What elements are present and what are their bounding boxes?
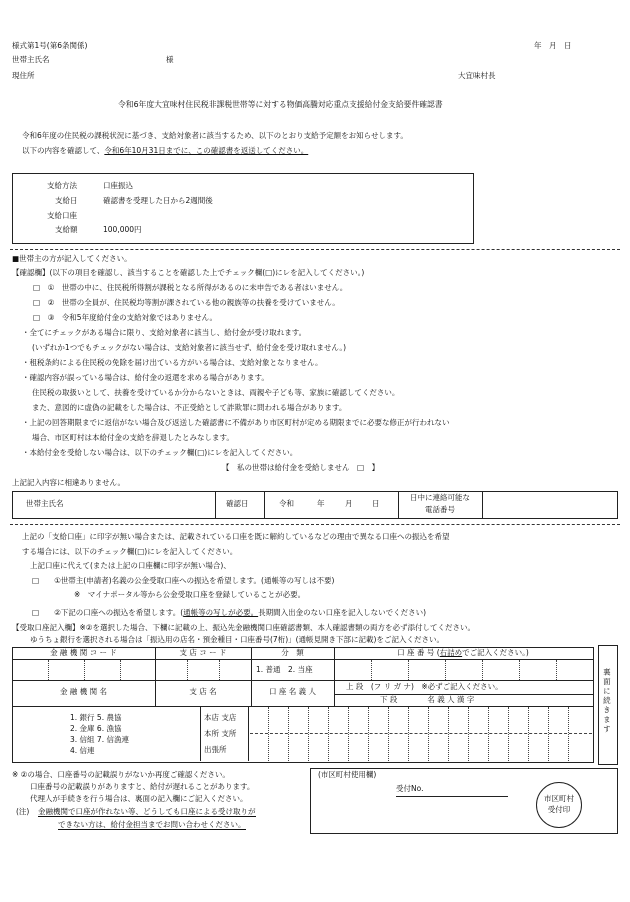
note-5: 住民税の取扱いとして、扶養を受けているか分からないときは、両親や子ども等、家族に確認してください。 [32,388,400,397]
bank-type-3[interactable]: 3. 信組 7. 信漁連 [70,735,129,744]
branch-type-1[interactable]: 本店 支店 [204,713,237,722]
account-option-1[interactable]: □ ①世帯主(申請者)名義の公金受取口座への振込を希望します。(通帳等の写しは不要) [32,576,335,585]
address-label: 現住所 [12,71,35,80]
note-2: (いずれか1つでもチェックがない場合は、支給対象者に該当せず、給付金を受け取れません。) [32,343,346,352]
digit-sep [519,660,520,680]
branch-name-header: 支 店 名 [189,687,217,696]
account-type-options[interactable]: 1. 普通 2. 当座 [256,665,313,674]
account-option-2-underline: 通帳等の写しが必要。 [183,608,259,617]
receipt-underline [396,796,508,797]
account-number-header-pre: 口 座 番 号 ( [397,648,440,657]
holder-grid [448,707,449,761]
continue-on-back: 裏面に続きます [602,668,612,735]
holder-upper-label: 上 段 (フ リ ガ ナ) ※必ずご記入ください。 [346,682,503,691]
holder-grid [528,707,529,761]
confirm-heading: 【確認欄】(以下の項目を確認し、該当することを確認した上でチェック欄(□)にレを記入してください。) [12,268,365,277]
account-option-2-post: 長期間入出金のない口座を記入しないでください) [258,608,427,617]
holder-grid [548,707,549,761]
receipt-number-label: 受付No. [396,784,424,793]
account-option-2-pre: □ ②下記の口座への振込を希望します。( [32,608,184,617]
bank-type-1[interactable]: 1. 銀行 5. 農協 [70,713,122,722]
intro-line-2 [22,146,308,155]
holder-grid [508,707,509,761]
section-divider-mid [10,524,620,525]
sama-label: 様 [166,55,174,64]
payment-account-label: 支給口座 [47,211,77,220]
note-8: 場合、市区町村は本給付金の支給を辞退したとみなします。 [32,433,234,442]
branch-type-3[interactable]: 出張所 [204,745,227,754]
account-option-2[interactable] [32,608,426,617]
payment-method-value: 口座振込 [103,181,133,190]
holder-header: 口 座 名 義 人 [268,687,317,696]
digit-sep [482,660,483,680]
confirm-item-1[interactable]: □ ① 世帯の中に、住民税所得割が課税となる所得があるのに未申告である者はいません。 [33,283,348,292]
account-para-3: 上記口座に代えて(または上記の口座欄に印字が無い場合)、 [30,561,231,570]
digit-sep [48,660,49,680]
holder-grid [308,707,309,761]
footer-note-4-prefix: (注) [16,807,30,816]
confirm-item-3[interactable]: □ ③ 令和5年度給付金の支給対象ではありません。 [33,313,218,322]
holder-grid [268,707,269,761]
sign-era[interactable]: 令和 [279,499,294,508]
sign-day[interactable]: 日 [372,499,380,508]
account-number-header-post: でご記入ください。) [462,648,529,657]
account-option-1-note: ※ マイナポータル等から公金受取口座を登録していることが必要。 [74,590,306,599]
note-1: ・全てにチェックがある場合に限り、支給対象者に該当し、給付金が受け取れます。 [22,328,307,337]
payment-method-label: 支給方法 [47,181,77,190]
confirm-item-2[interactable]: □ ② 世帯の全員が、住民税均等割が課されている他の親族等の扶養を受けていません。 [33,298,340,307]
stamp-text-1: 市区町村 [544,794,574,803]
bank-type-2[interactable]: 2. 金庫 6. 漁協 [70,724,122,733]
office-use-label: (市区町村使用欄) [318,770,377,779]
note-4: ・確認内容が誤っている場合は、給付金の返還を求める場合があります。 [22,373,269,382]
sign-name-label: 世帯主氏名 [26,499,64,508]
holder-grid [428,707,429,761]
issuer-name: 大宜味村長 [458,71,496,80]
deadline-text: 令和6年10月31日までに、この確認書を返送してください。 [104,146,309,155]
note-9: ・本給付金を受給しない場合は、以下のチェック欄(□)にレを記入してください。 [22,448,298,457]
holder-lower-label: 下 段 名 義 人 漢 字 [380,695,475,704]
intro-line-2-pre: 以下の内容を確認して、 [22,146,105,155]
sign-divider-2 [264,491,265,518]
digit-sep [408,660,409,680]
table-vline-4 [200,706,201,761]
section-heading: ■世帯主の方が記入してください。 [12,254,132,263]
holder-grid [388,707,389,761]
section-divider-top [10,249,620,250]
bank-type-4[interactable]: 4. 信連 [70,746,95,755]
payment-info-box [12,173,474,244]
document-title: 令和6年度大宜味村住民税非課税世帯等に対する物価高騰対応重点支援給付金支給要件確認書 [118,100,443,109]
bank-name-header: 金 融 機 関 名 [59,687,108,696]
sign-divider-1 [215,491,216,518]
holder-grid [288,707,289,761]
holder-grid [488,707,489,761]
note-7: ・上記の回答期限までに返信がない場合及び返送した確認書に不備があり市区町村が定める期限までに必要な修正が行われない [22,418,450,427]
head-name-label: 世帯主氏名 [12,55,50,64]
holder-grid [468,707,469,761]
digit-sep [84,660,85,680]
account-number-header-underline: 右詰め [439,648,463,657]
receive-account-heading: 【受取口座記入欄】※②を選択した場合、下欄に記載の上、振込先金融機関口座確認書類、本人確認書類の両方を必ず添付してください。 [12,623,476,632]
digit-sep [556,660,557,680]
table-hline-2 [12,680,593,681]
footer-note-4: 金融機関で口座が作れない等、どうしても口座による受け取りが [38,807,256,816]
sign-divider-4 [482,491,483,518]
payment-date-label: 支給日 [55,196,78,205]
holder-grid [408,707,409,761]
payment-amount-value: 100,000円 [103,225,142,234]
holder-grid [328,707,329,761]
digit-sep [120,660,121,680]
date-label: 年 月 日 [534,41,572,50]
note-6: また、意図的に虚偽の記載をした場合は、不正受給として詐欺罪に問われる場合があります。 [32,403,347,412]
sign-year[interactable]: 年 [317,499,325,508]
table-vline-5 [248,706,249,761]
payment-date-value: 確認書を受理した日から2週間後 [103,196,213,205]
sign-month[interactable]: 月 [345,499,353,508]
note-3: ・租税条約による住民税の免除を届け出ている方がいる場合は、支給対象となりません。 [22,358,323,367]
table-hline-1 [12,659,593,660]
signature-row [12,491,618,519]
table-hline-4 [12,706,593,707]
digit-sep [187,660,188,680]
footer-note-3: 代理人が手続きを行う場合は、裏面の記入欄にご記入ください。 [30,794,248,803]
digit-sep [371,660,372,680]
footer-note-1: ※ ②の場合、口座番号の記載誤りがないか再度ご確認ください。 [12,770,230,779]
payment-amount-label: 支給額 [55,225,78,234]
type-header: 分 類 [281,648,304,657]
yucho-note: ゆうちょ銀行を選択される場合は「振込用の店名・預金種目・口座番号(7桁)」(通帳見開き下部に記載)をご記入ください。 [30,635,444,644]
holder-grid [568,707,569,761]
no-error-statement: 上記記入内容に相違ありません。 [12,478,125,487]
digit-sep [445,660,446,680]
sign-date-label: 確認日 [226,499,249,508]
sign-divider-3 [398,491,399,518]
account-para-2: する場合には、以下のチェック欄(□)にレを記入してください。 [22,547,238,556]
bank-code-header: 金 融 機 関 コ ー ド [50,648,117,657]
footer-note-2: 口座番号の記載誤りがありますと、給付が遅れることがあります。 [30,782,255,791]
stamp-text-2: 受付印 [547,805,571,814]
intro-line-1: 令和6年度の住民税の課税状況に基づき、支給対象者に該当するため、以下のとおり支給予定額をお知らせします。 [22,131,408,140]
decline-checkbox[interactable]: 【 私の世帯は給付金を受給しません □ 】 [222,463,380,472]
account-para-1: 上記の「支給口座」に印字が無い場合または、記載されている口座を既に解約しているなどの理由で異なる口座への振込を希望 [22,532,450,541]
holder-grid-line [250,733,592,734]
holder-grid [368,707,369,761]
branch-code-header: 支 店 コ ー ド [179,648,227,657]
phone-label-1: 日中に連絡可能な [410,493,470,502]
digit-sep [219,660,220,680]
holder-grid [348,707,349,761]
form-number: 様式第1号(第6条関係) [12,41,88,50]
branch-type-2[interactable]: 本所 支所 [204,729,237,738]
account-number-header [334,648,592,657]
footer-note-5: できない方は、給付金担当までお問い合わせください。 [58,820,246,829]
phone-label-2: 電話番号 [425,505,455,514]
